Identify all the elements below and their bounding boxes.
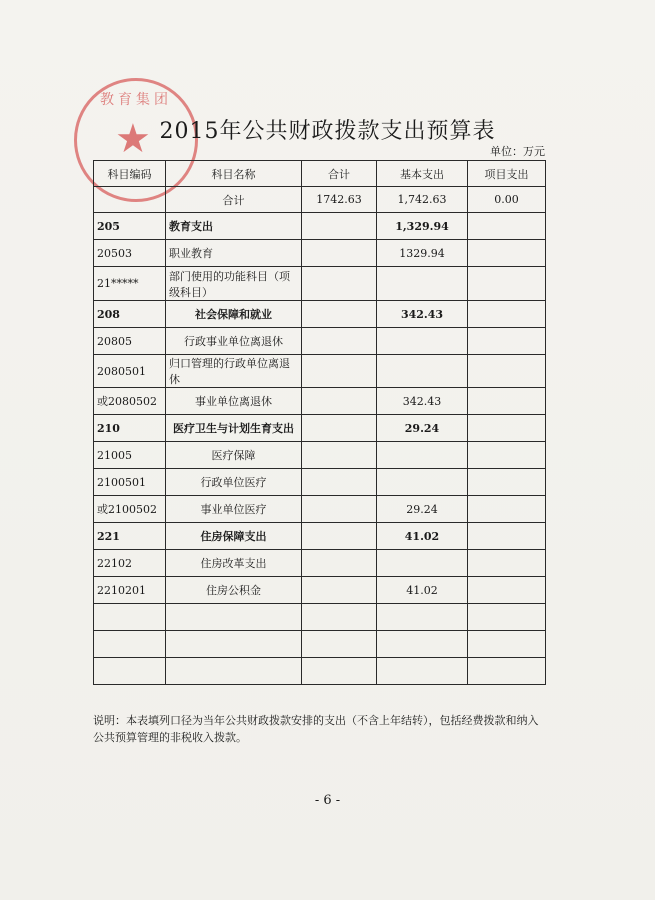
- row-name: 医疗保障: [166, 442, 302, 469]
- table-row: [94, 267, 546, 301]
- page-number: - 6 -: [314, 793, 341, 808]
- row-total: [302, 240, 377, 267]
- total-sum: 1742.63: [302, 187, 377, 213]
- row-name: 事业单位离退休: [166, 388, 302, 415]
- header-basic: 基本支出: [377, 161, 468, 187]
- row-name: 部门使用的功能科目（项级科目）: [166, 267, 302, 301]
- row-project: [468, 550, 546, 577]
- row-project: [468, 388, 546, 415]
- row-code: 或2080502: [94, 388, 166, 415]
- row-total: [302, 415, 377, 442]
- row-name: 事业单位医疗: [166, 496, 302, 523]
- row-code: 208: [94, 301, 166, 328]
- total-name: 合计: [166, 187, 302, 213]
- row-code: 2100501: [94, 469, 166, 496]
- row-total: [302, 328, 377, 355]
- row-total: [302, 388, 377, 415]
- row-project: [468, 442, 546, 469]
- row-name: 职业教育: [166, 240, 302, 267]
- table-row: [94, 496, 546, 523]
- row-code: 2080501: [94, 355, 166, 388]
- row-total: [302, 355, 377, 388]
- seal-star-icon: ★: [115, 116, 151, 162]
- row-code: 2210201: [94, 577, 166, 604]
- row-total: [302, 213, 377, 240]
- header-total: 合计: [302, 161, 377, 187]
- row-total: [302, 267, 377, 301]
- row-name: 行政事业单位离退休: [166, 328, 302, 355]
- row-project: [468, 523, 546, 550]
- total-basic: 1,742.63: [377, 187, 468, 213]
- row-name: 行政单位医疗: [166, 469, 302, 496]
- table-row: [94, 328, 546, 355]
- table-row: [94, 240, 546, 267]
- row-project: [468, 301, 546, 328]
- row-name: 住房公积金: [166, 577, 302, 604]
- total-project: 0.00: [468, 187, 546, 213]
- row-basic: 29.24: [377, 496, 468, 523]
- row-basic: [377, 442, 468, 469]
- budget-table: [93, 160, 546, 685]
- row-name: 社会保障和就业: [166, 301, 302, 328]
- row-basic: [377, 267, 468, 301]
- seal-text: 教育集团: [100, 92, 172, 108]
- row-basic: 1,329.94: [377, 213, 468, 240]
- table-row: [94, 469, 546, 496]
- row-project: [468, 415, 546, 442]
- table-row: [94, 301, 546, 328]
- row-project: [468, 213, 546, 240]
- row-code: 205: [94, 213, 166, 240]
- table-row: [94, 442, 546, 469]
- table-row: [94, 523, 546, 550]
- row-total: [302, 301, 377, 328]
- header-name: 科目名称: [166, 161, 302, 187]
- row-project: [468, 577, 546, 604]
- row-project: [468, 267, 546, 301]
- page-title: 2015年公共财政拨款支出预算表: [159, 119, 496, 144]
- row-name: 教育支出: [166, 213, 302, 240]
- row-basic: 1329.94: [377, 240, 468, 267]
- row-name: 归口管理的行政单位离退休: [166, 355, 302, 388]
- row-total: [302, 577, 377, 604]
- row-total: [302, 496, 377, 523]
- row-total: [302, 442, 377, 469]
- row-basic: [377, 355, 468, 388]
- row-name: 住房改革支出: [166, 550, 302, 577]
- row-code: 21005: [94, 442, 166, 469]
- row-code: 221: [94, 523, 166, 550]
- header-code: 科目编码: [94, 161, 166, 187]
- table-row: [94, 415, 546, 442]
- row-project: [468, 469, 546, 496]
- table-row: [94, 577, 546, 604]
- table-row: [94, 213, 546, 240]
- row-project: [468, 240, 546, 267]
- row-basic: [377, 469, 468, 496]
- row-code: 21*****: [94, 267, 166, 301]
- table-blank-row: [94, 631, 546, 658]
- row-code: 22102: [94, 550, 166, 577]
- row-name: 住房保障支出: [166, 523, 302, 550]
- table-blank-row: [94, 658, 546, 685]
- row-code: 20503: [94, 240, 166, 267]
- row-basic: 41.02: [377, 577, 468, 604]
- table-blank-row: [94, 604, 546, 631]
- row-basic: [377, 550, 468, 577]
- unit-label: 单位：万元: [490, 145, 545, 158]
- table-header-row: [94, 161, 546, 187]
- row-total: [302, 550, 377, 577]
- row-name: 医疗卫生与计划生育支出: [166, 415, 302, 442]
- header-project: 项目支出: [468, 161, 546, 187]
- row-basic: 342.43: [377, 388, 468, 415]
- row-project: [468, 328, 546, 355]
- row-basic: [377, 328, 468, 355]
- row-project: [468, 496, 546, 523]
- table-total-row: [94, 187, 546, 213]
- row-basic: 41.02: [377, 523, 468, 550]
- table-row: [94, 355, 546, 388]
- table-note: 说明：本表填列口径为当年公共财政拨款安排的支出（不含上年结转），包括经费拨款和纳入公共预算管理的非税收入拨款。: [93, 714, 539, 744]
- table-row: [94, 550, 546, 577]
- row-code: 210: [94, 415, 166, 442]
- row-basic: 29.24: [377, 415, 468, 442]
- row-basic: 342.43: [377, 301, 468, 328]
- row-total: [302, 523, 377, 550]
- total-code-cell: [94, 187, 166, 213]
- row-code: 或2100502: [94, 496, 166, 523]
- table-row: [94, 388, 546, 415]
- row-total: [302, 469, 377, 496]
- row-project: [468, 355, 546, 388]
- row-code: 20805: [94, 328, 166, 355]
